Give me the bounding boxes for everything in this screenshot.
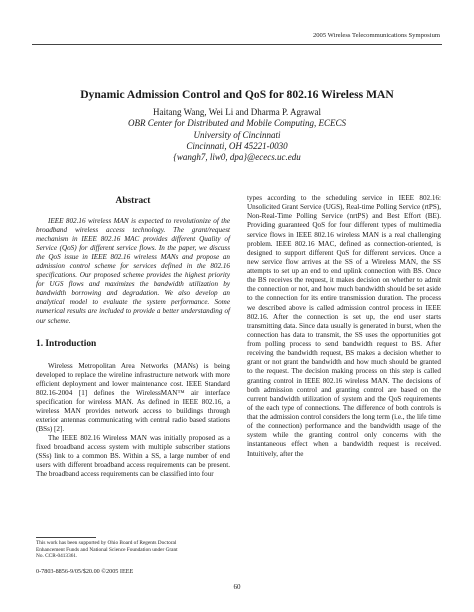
left-column [36,196,230,479]
page-number: 60 [233,583,241,591]
abstract-heading: Abstract [115,196,151,206]
author-city: Cincinnati, OH 45221-0030 [186,140,288,151]
author-university: University of Cincinnati [193,129,281,140]
intro-paragraph-1: Wireless Metropolitan Area Networks (MANs) is being developed to replace the wireline infrastructure network with more efficient deployment and lower maintenance cost. IEEE Standard 802.16-2004 [1] defines the WirelessMAN™ air interface specification for wireless MAN. As defined in IEEE 802.16, a wireless MAN provides network access to buildings through exterior antennas communicating with central radio based stations (BSs) [2]. [36,361,230,433]
introduction-heading: 1. Introduction [36,338,97,349]
abstract-text: IEEE 802.16 wireless MAN is expected to revolutionize of the broadband wireless access technology. The grant/request mechanism in IEEE 802.16 MAC provides different Quality of Service (QoS) for different service flows. In the paper, we discuss the QoS issue in IEEE 802.16 wireless MANs and propose an admission control scheme for services defined in the 802.16 specifications. Our proposed scheme provides the highest priority for UGS flows and maximizes the bandwidth utilization by bandwidth borrowing and degradation. We also develop an analytical model to evaluate the system performance. Some numerical results are included to provide a better understanding of our scheme. [36,217,230,325]
intro-paragraph-2: The IEEE 802.16 Wireless MAN was initially proposed as a fixed broadband access system with multiple subscriber stations (SSs) link to a common BS. Within a SS, a large number of end users with different broadband access requirements can be present. The broadband access requirements can be classified into four [36,433,230,479]
paper-title: Dynamic Admission Control and QoS for 802.16 Wireless MAN [80,88,394,101]
author-block [0,107,474,163]
running-header: 2005 Wireless Telecommunications Symposium [312,32,440,39]
author-names: Haitang Wang, Wei Li and Dharma P. Agrawal [153,107,321,117]
footnote-rule [36,537,96,538]
author-affiliation: OBR Center for Distributed and Mobile Computing, ECECS [128,118,346,129]
copyright-line: 0-7803-8856-9/05/$20.00 ©2005 IEEE [36,568,134,575]
right-column-paragraph: types according to the scheduling service in IEEE 802.16: Unsolicited Grant Service (UGS), Real-time Polling Service (rtPS), Non-Real-Time Polling Service (nrtPS) and Best Effort (BE). Providing guaranteed QoS for four different types of multimedia service flows in IEEE 802.16 wireless MAN is a real challenging problem. IEEE 802.16 MAC, defined as connection-oriented, is designed to support different QoS for different services. Once a new service flow arrives at the SS of a Wireless MAN, the SS attempts to set up an end to end uplink connection with BS. Once the BS receives the request, it makes decision on whether to admit the connection or not, and how much bandwidth should be set aside to the connection for its entire transmission duration. The process we described above is called admission control process in IEEE 802.16. After the connection is set up, the end user starts transmitting data. Since data usually is generated in burst, when the connection has data to transmit, the SS uses the opportunities got from polling process to send bandwidth request to BS. After receiving the bandwidth request, BS makes a decision whether to grant or not grant the bandwidth and how much should be granted to the request. The decision making process on this step is called granting control in IEEE 802.16 wireless MAN. The decisions of both admission control and granting control are based on the current bandwidth utilization of system and the QoS requirements of the each type of connections. The difference of both controls is that the admission control considers the long term (i.e., the life time of the connection) performance and the bandwidth usage of the system while the granting control only concerns with the instantaneous effect when a bandwidth request is received. Intuitively, after the [247,194,441,458]
right-column [247,194,441,459]
header-rule [32,44,442,45]
author-emails: {wangh7, liw0, dpa}@ececs.uc.edu [173,152,301,163]
footnote: This work has been supported by Ohio Board of Regents Doctoral Enhancement Funds and National Science Foundation under Grant No. CCR-0413361. [36,540,178,560]
